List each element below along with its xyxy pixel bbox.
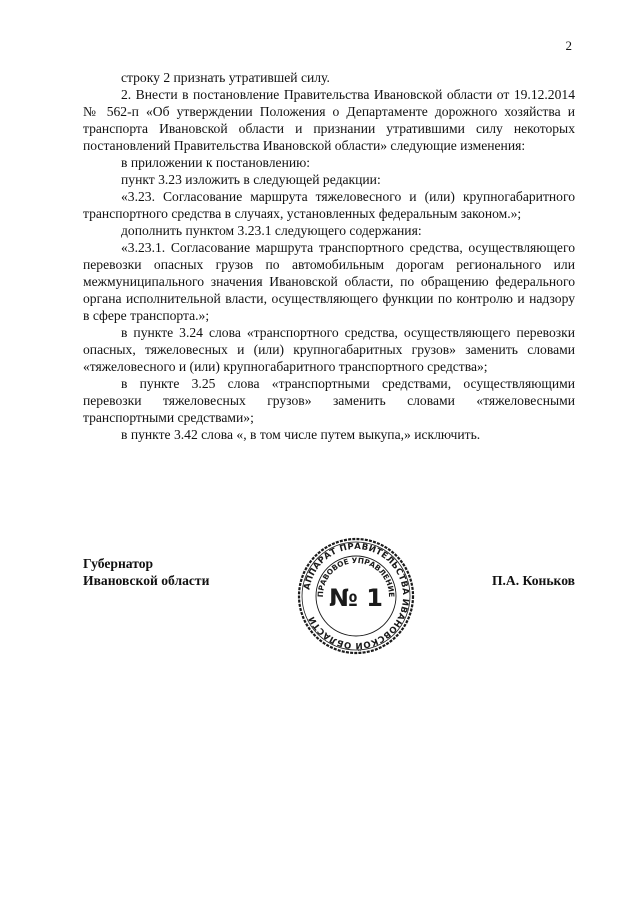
signatory-title-line1: Губернатор <box>83 556 154 571</box>
official-seal <box>297 537 415 655</box>
paragraph-4: пункт 3.23 изложить в следующей редакции: <box>121 172 381 187</box>
seal-inner-text: ПРАВОВОЕ УПРАВЛЕНИЕ <box>315 555 397 598</box>
paragraph-3: в приложении к постановлению: <box>121 155 311 170</box>
signatory-title <box>83 555 209 589</box>
seal-outer-text: АППАРАТ ПРАВИТЕЛЬСТВА ИВАНОВСКОЙ ОБЛАСТИ <box>302 541 411 651</box>
page-number: 2 <box>565 38 572 53</box>
paragraph-9: в пункте 3.25 слова «транспортными средствами, осуществляющими перевозки тяжеловесных грузов» заменить словами «тяжеловесными транспортными средствами»; <box>83 376 575 425</box>
paragraph-5: «3.23. Согласование маршрута тяжеловесного и (или) крупногабаритного транспортного средства в случаях, установленных федеральным законом.»; <box>83 189 575 221</box>
seal-number: № 1 <box>329 584 383 612</box>
paragraph-7: «3.23.1. Согласование маршрута транспортного средства, осуществляющего перевозки опасных грузов по автомобильным дорогам регионального или межмуниципального значения Ивановской области, по обращению федерального органа исполнительной власти, осуществляющего функции по контролю и надзору в сфере транспорта.»; <box>83 240 575 323</box>
paragraph-8: в пункте 3.24 слова «транспортного средства, осуществляющего перевозки опасных, тяжеловесных и (или) крупногабаритных грузов» заменить словами «тяжеловесного и (или) крупногабаритного транспортного средства»; <box>83 325 575 374</box>
paragraph-10: в пункте 3.42 слова «, в том числе путем выкупа,» исключить. <box>121 427 481 442</box>
document-body <box>83 69 575 443</box>
paragraph-2: 2. Внести в постановление Правительства Ивановской области от 19.12.2014 № 562-п «Об утверждении Положения о Департаменте дорожного хозяйства и транспорта Ивановской области и признании утратившими силу некоторых постановлений Правительства Ивановской области» следующие изменения: <box>83 87 575 153</box>
signatory-title-line2: Ивановской области <box>83 573 210 588</box>
signatory-name: П.А. Коньков <box>491 573 575 588</box>
paragraph-1: строку 2 признать утратившей силу. <box>121 70 330 85</box>
paragraph-6: дополнить пунктом 3.23.1 следующего содержания: <box>121 223 422 238</box>
